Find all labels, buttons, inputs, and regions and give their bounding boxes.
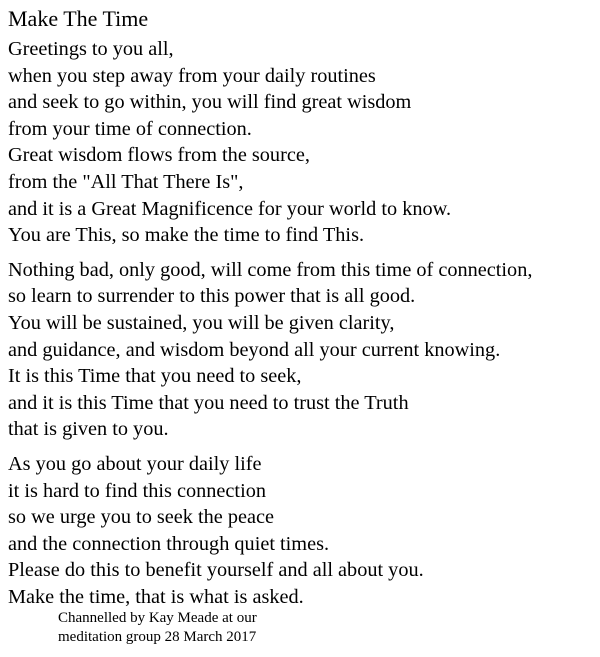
- poem-line: and it is this Time that you need to trust the Truth: [8, 391, 409, 414]
- poem-line: so we urge you to seek the peace: [8, 506, 275, 529]
- poem-document: [8, 0, 598, 618]
- poem-title: Make The Time: [8, 6, 149, 31]
- stanza-2: [8, 257, 598, 443]
- author-credit: [58, 609, 257, 647]
- poem-line: so learn to surrender to this power that is all good.: [8, 285, 416, 308]
- credit-line: meditation group 28 March 2017: [58, 629, 257, 645]
- poem-line: As you go about your daily life: [8, 452, 262, 475]
- poem-line: You will be sustained, you will be given clarity,: [8, 311, 395, 334]
- poem-line: when you step away from your daily routines: [8, 64, 376, 87]
- poem-line: and seek to go within, you will find great wisdom: [8, 91, 412, 114]
- poem-line: It is this Time that you need to seek,: [8, 365, 302, 388]
- poem-line: Great wisdom flows from the source,: [8, 144, 310, 167]
- stanza-1: [8, 36, 598, 249]
- poem-line: Please do this to benefit yourself and all about you.: [8, 559, 424, 582]
- stanza-3: [8, 451, 598, 611]
- poem-line: it is hard to find this connection: [8, 479, 266, 502]
- poem-line: from your time of connection.: [8, 117, 252, 140]
- poem-line: You are This, so make the time to find This.: [8, 224, 365, 247]
- poem-line: Greetings to you all,: [8, 38, 174, 60]
- poem-line: that is given to you.: [8, 418, 169, 441]
- poem-line: from the "All That There Is",: [8, 170, 244, 193]
- poem-line: and guidance, and wisdom beyond all your current knowing.: [8, 338, 501, 361]
- poem-line: Nothing bad, only good, will come from this time of connection,: [8, 258, 533, 281]
- poem-line: and it is a Great Magnificence for your world to know.: [8, 197, 452, 220]
- poem-line: and the connection through quiet times.: [8, 532, 330, 555]
- credit-line: Channelled by Kay Meade at our: [58, 610, 257, 626]
- poem-line: Make the time, that is what is asked.: [8, 585, 304, 608]
